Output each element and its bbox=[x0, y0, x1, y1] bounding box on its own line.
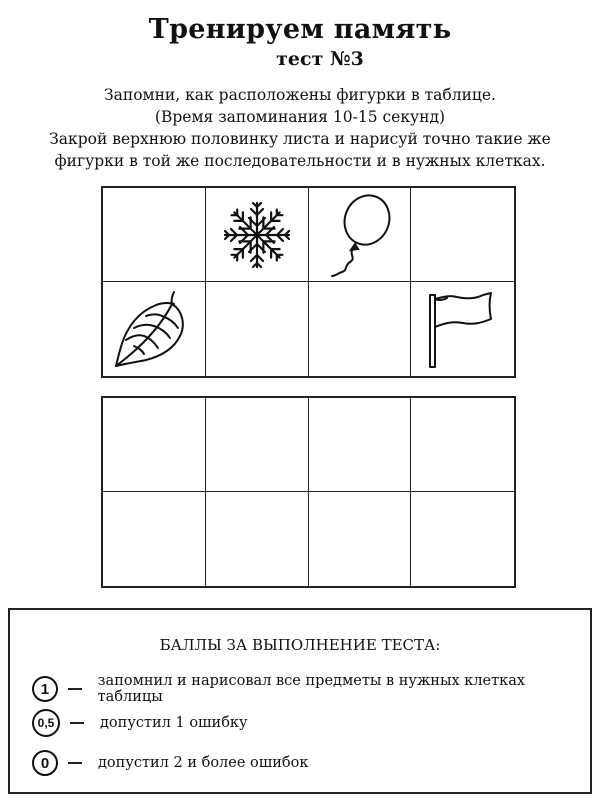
score-badge: 1 bbox=[32, 676, 58, 702]
answer-cell[interactable] bbox=[411, 398, 514, 492]
score-row bbox=[32, 674, 590, 704]
snowflake-icon bbox=[219, 197, 295, 273]
scoring-title: БАЛЛЫ ЗА ВЫПОЛНЕНИЕ ТЕСТА: bbox=[159, 636, 441, 654]
grid-cell bbox=[206, 282, 309, 376]
score-description: допустил 1 ошибку bbox=[100, 715, 248, 731]
answer-grid[interactable] bbox=[101, 396, 516, 588]
answer-cell[interactable] bbox=[103, 492, 206, 586]
dash-divider bbox=[68, 688, 82, 690]
grid-cell bbox=[206, 188, 309, 282]
instruction-line: Запомни, как расположены фигурки в таблице. bbox=[103, 86, 496, 104]
answer-cell[interactable] bbox=[309, 492, 412, 586]
page-title: Тренируем память bbox=[148, 14, 452, 45]
memory-grid bbox=[101, 186, 516, 378]
dash-divider bbox=[70, 722, 84, 724]
score-description: допустил 2 и более ошибок bbox=[98, 755, 309, 771]
answer-cell[interactable] bbox=[206, 492, 309, 586]
instruction-line: (Время запоминания 10-15 секунд) bbox=[154, 108, 446, 126]
answer-cell[interactable] bbox=[103, 398, 206, 492]
grid-cell bbox=[309, 188, 412, 282]
score-badge: 0,5 bbox=[32, 709, 60, 737]
score-row bbox=[32, 708, 248, 738]
answer-cell[interactable] bbox=[309, 398, 412, 492]
balloon-icon bbox=[319, 192, 399, 278]
grid-cell bbox=[411, 188, 514, 282]
answer-cell[interactable] bbox=[206, 398, 309, 492]
flag-icon bbox=[420, 289, 506, 369]
instruction-line: фигурки в той же последовательности и в нужных клетках. bbox=[54, 152, 546, 170]
answer-cell[interactable] bbox=[411, 492, 514, 586]
leaf-icon bbox=[110, 288, 198, 370]
score-badge: 0 bbox=[32, 750, 58, 776]
grid-cell bbox=[309, 282, 412, 376]
grid-cell bbox=[103, 282, 206, 376]
grid-cell bbox=[411, 282, 514, 376]
grid-cell bbox=[103, 188, 206, 282]
instruction-line: Закрой верхнюю половинку листа и нарисуй точно такие же bbox=[49, 130, 551, 148]
dash-divider bbox=[68, 762, 82, 764]
scoring-box bbox=[8, 608, 592, 794]
score-description: запомнил и нарисовал все предметы в нужных клетках таблицы bbox=[97, 673, 526, 705]
score-row bbox=[32, 748, 308, 778]
page-subtitle: тест №3 bbox=[276, 48, 364, 70]
